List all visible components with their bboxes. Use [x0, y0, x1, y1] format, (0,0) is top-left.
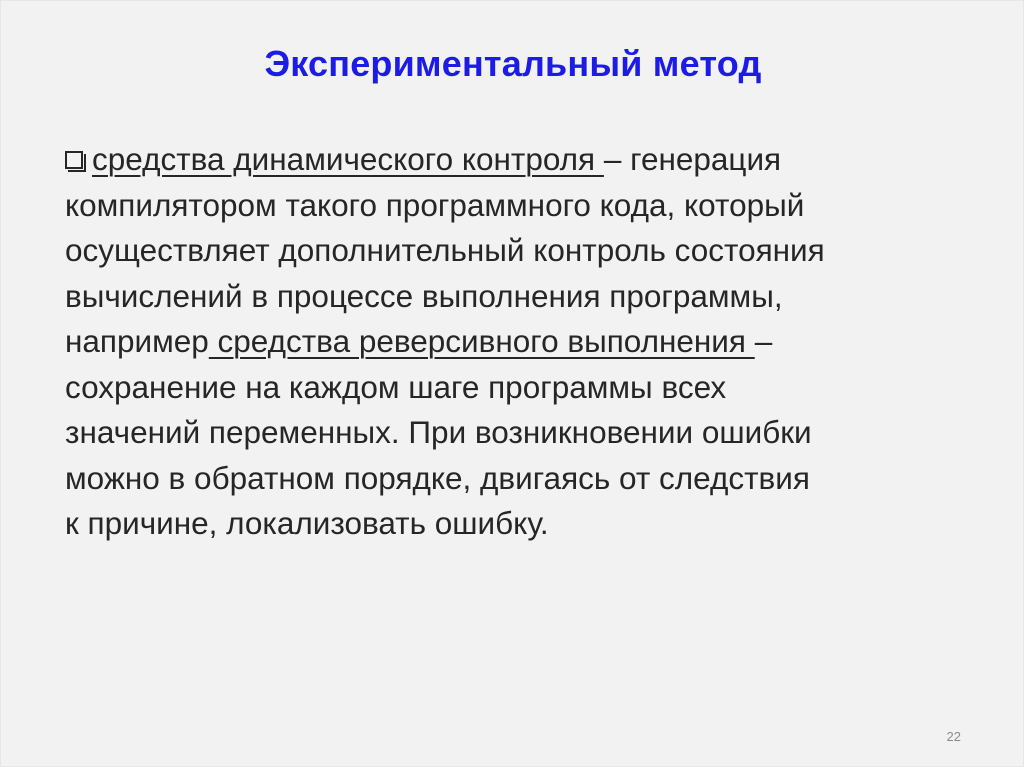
body-line-7: значений переменных. При возникновении ошибки — [65, 414, 812, 450]
body-line-5 — [65, 319, 965, 365]
body-text: – генерация — [603, 141, 782, 177]
body-line-1 — [65, 137, 965, 183]
body-text: – — [754, 323, 773, 359]
body-line-2: компилятором такого программного кода, который — [65, 186, 805, 223]
term-dynamic-control: средства динамического контроля — [92, 141, 604, 177]
body-text: например — [65, 323, 209, 359]
body-line-8: можно в обратном порядке, двигаясь от следствия — [65, 459, 810, 496]
term-reverse-execution: средства реверсивного выполнения — [208, 323, 755, 359]
body-line-6: сохранение на каждом шаге программы всех — [65, 368, 727, 405]
hollow-square-bullet-icon — [65, 151, 83, 169]
body-line-4: вычислений в процессе выполнения программы, — [65, 277, 783, 314]
slide-title: Экспериментальный метод — [264, 43, 762, 84]
slide-body — [65, 137, 965, 547]
body-line-9: к причине, локализовать ошибку. — [65, 505, 549, 541]
body-line-3: осуществляет дополнительный контроль состояния — [65, 232, 825, 268]
page-number: 22 — [946, 729, 961, 744]
